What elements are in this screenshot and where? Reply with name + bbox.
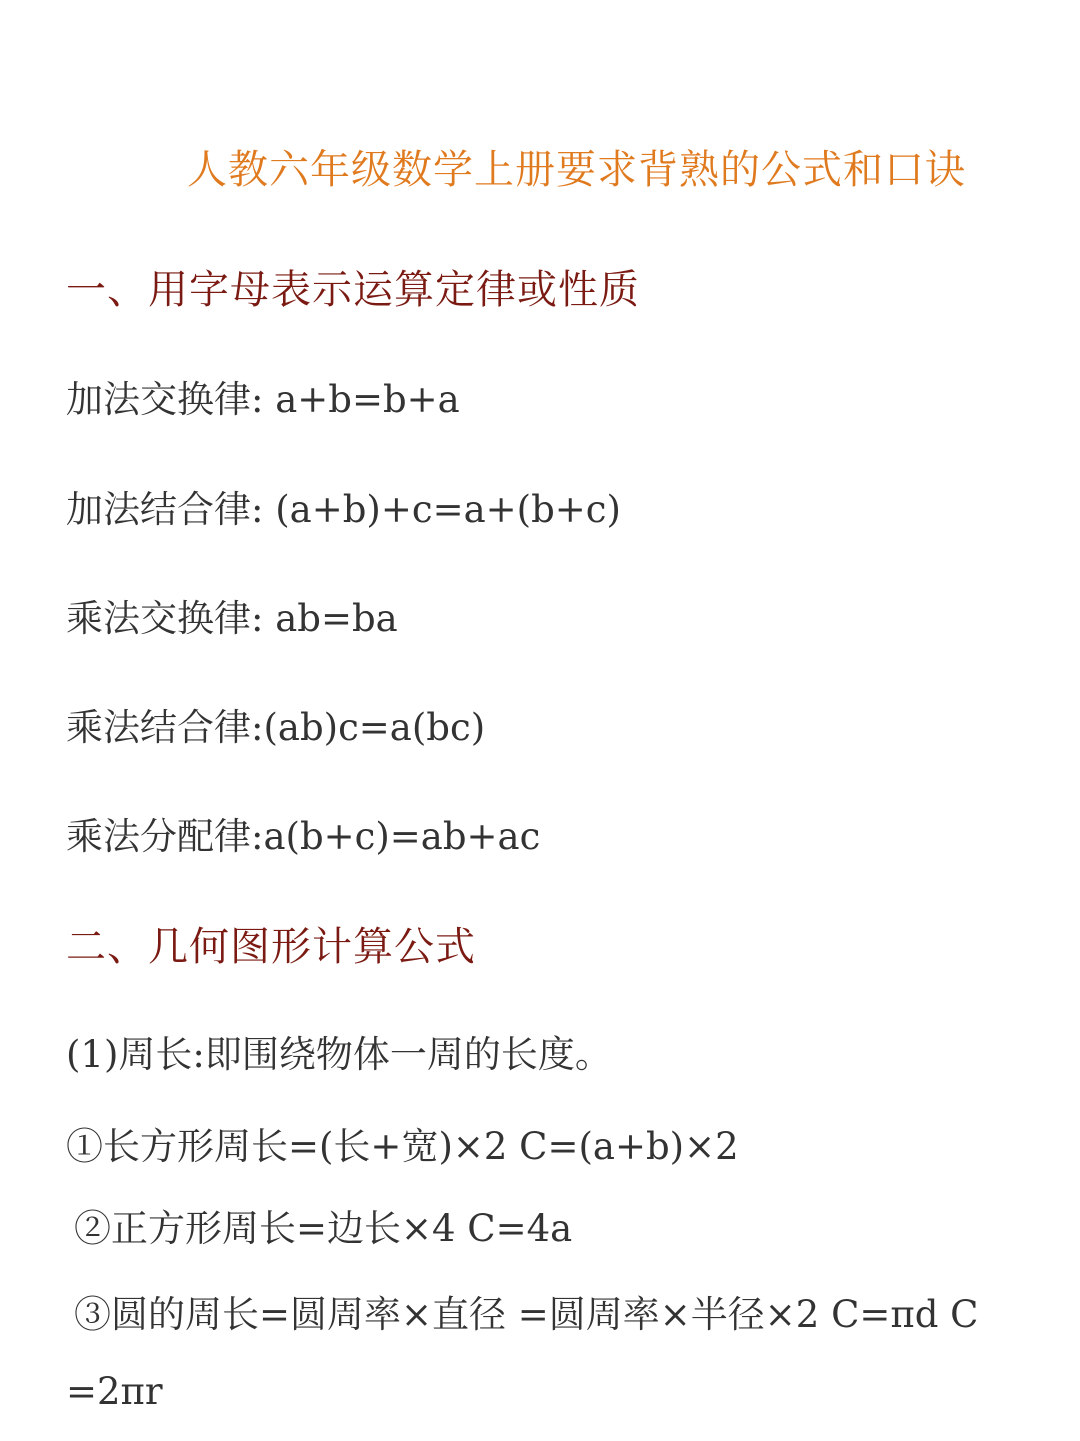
document-title: 人教六年级数学上册要求背熟的公式和口诀	[187, 147, 966, 193]
formula-square-perimeter: ②正方形周长=边长×4 C=4a	[74, 1207, 573, 1250]
formula-multiplication-commutative: 乘法交换律: ab=ba	[66, 597, 398, 640]
formula-addition-associative: 加法结合律: (a+b)+c=a+(b+c)	[66, 488, 621, 531]
formula-multiplication-distributive: 乘法分配律:a(b+c)=ab+ac	[66, 815, 541, 858]
section-heading-operation-laws: 一、用字母表示运算定律或性质	[66, 267, 640, 313]
formula-circle-circumference-continued: =2πr	[66, 1370, 163, 1413]
section-heading-geometry-formulas: 二、几何图形计算公式	[66, 924, 476, 970]
perimeter-definition: (1)周长:即围绕物体一周的长度。	[66, 1033, 612, 1076]
formula-rectangle-perimeter: ①长方形周长=(长+宽)×2 C=(a+b)×2	[66, 1125, 739, 1168]
formula-addition-commutative: 加法交换律: a+b=b+a	[66, 378, 460, 421]
formula-circle-circumference: ③圆的周长=圆周率×直径 =圆周率×半径×2 C=πd C	[74, 1293, 979, 1336]
formula-multiplication-associative: 乘法结合律:(ab)c=a(bc)	[66, 706, 486, 749]
